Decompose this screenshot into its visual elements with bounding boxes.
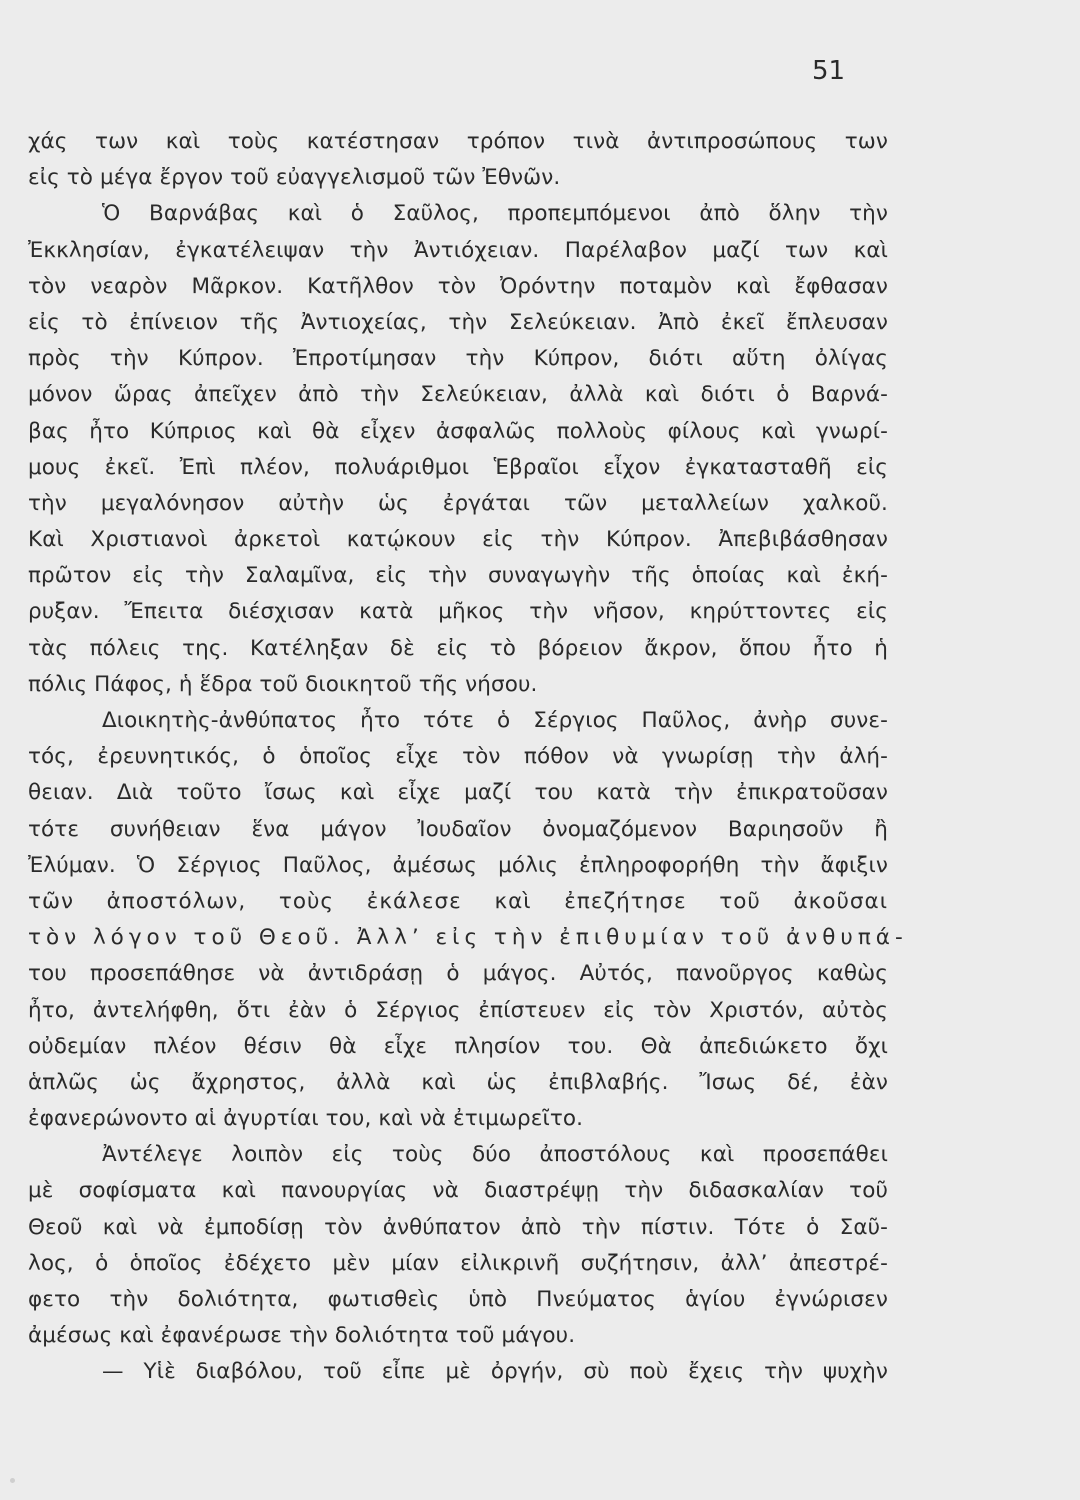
text-line: πόλις Πάφος, ἡ ἕδρα τοῦ διοικητοῦ τῆς νήσου. xyxy=(28,671,538,697)
text-line: τῶν ἀποστόλων, τοὺς ἐκάλεσε καὶ ἐπεζήτησε τοῦ ἀκοῦσαι xyxy=(28,888,888,914)
text-line: Ὁ Βαρνάβας καὶ ὁ Σαῦλος, προπεμπόμενοι ἀπὸ ὅλην τὴν xyxy=(102,201,888,227)
text-line: ρυξαν. Ἔπειτα διέσχισαν κατὰ μῆκος τὴν νῆσον, κηρύττοντες εἰς xyxy=(28,599,888,625)
text-line: εἰς τὸ μέγα ἔργον τοῦ εὐαγγελισμοῦ τῶν Ἐθνῶν. xyxy=(28,165,561,191)
text-line: τὸν νεαρὸν Μᾶρκον. Κατῆλθον τὸν Ὀρόντην ποταμὸν καὶ ἔφθασαν xyxy=(28,273,888,299)
text-line: πρῶτον εἰς τὴν Σαλαμῖνα, εἰς τὴν συναγωγὴν τῆς ὁποίας καὶ ἐκή- xyxy=(28,563,888,589)
text-line: του προσεπάθησε νὰ ἀντιδράσῃ ὁ μάγος. Αὐτός, πανοῦργος καθὼς xyxy=(28,961,888,987)
text-line: ἐφανερώνοντο αἱ ἀγυρτίαι του, καὶ νὰ ἐτιμωρεῖτο. xyxy=(28,1106,584,1132)
text-line: Θεοῦ καὶ νὰ ἐμποδίσῃ τὸν ἀνθύπατον ἀπὸ τὴν πίστιν. Τότε ὁ Σαῦ- xyxy=(28,1214,888,1240)
text-line: τός, ἐρευνητικός, ὁ ὁποῖος εἶχε τὸν πόθον νὰ γνωρίσῃ τὴν ἀλή- xyxy=(28,744,888,770)
text-line: χάς των καὶ τοὺς κατέστησαν τρόπον τινὰ ἀντιπροσώπους των xyxy=(28,129,888,154)
body-text xyxy=(28,124,908,1391)
scan-speck xyxy=(10,1478,15,1483)
text-line: Ἐκκλησίαν, ἐγκατέλειψαν τὴν Ἀντιόχειαν. Παρέλαβον μαζί των καὶ xyxy=(28,237,888,263)
text-line: τὰς πόλεις της. Κατέληξαν δὲ εἰς τὸ βόρειον ἄκρον, ὅπου ἦτο ἡ xyxy=(28,635,888,661)
text-line: Ἀντέλεγε λοιπὸν εἰς τοὺς δύο ἀποστόλους καὶ προσεπάθει xyxy=(102,1142,888,1168)
text-line: βας ἦτο Κύπριος καὶ θὰ εἶχεν ἀσφαλῶς πολλοὺς φίλους καὶ γνωρί- xyxy=(28,418,888,444)
text-line: Καὶ Χριστιανοὶ ἀρκετοὶ κατῴκουν εἰς τὴν Κύπρον. Ἀπεβιβάσθησαν xyxy=(28,527,888,553)
text-line: μὲ σοφίσματα καὶ πανουργίας νὰ διαστρέψῃ τὴν διδασκαλίαν τοῦ xyxy=(28,1178,888,1204)
text-line: εἰς τὸ ἐπίνειον τῆς Ἀντιοχείας, τὴν Σελεύκειαν. Ἀπὸ ἐκεῖ ἔπλευσαν xyxy=(28,309,888,335)
text-line: Ἐλύμαν. Ὁ Σέργιος Παῦλος, ἀμέσως μόλις ἐπληροφορήθη τὴν ἄφιξιν xyxy=(28,852,888,878)
text-line: τότε συνήθειαν ἕνα μάγον Ἰουδαῖον ὀνομαζόμενον Βαριησοῦν ἢ xyxy=(28,816,888,842)
text-line: πρὸς τὴν Κύπρον. Ἐπροτίμησαν τὴν Κύπρον, διότι αὕτη ὀλίγας xyxy=(28,346,888,372)
text-line: τὴν μεγαλόνησον αὐτὴν ὡς ἐργάται τῶν μεταλλείων χαλκοῦ. xyxy=(28,490,888,516)
text-line: ἀμέσως καὶ ἐφανέρωσε τὴν δολιότητα τοῦ μάγου. xyxy=(28,1323,576,1349)
text-line: θειαν. Διὰ τοῦτο ἴσως καὶ εἶχε μαζί του κατὰ τὴν ἐπικρατοῦσαν xyxy=(28,780,888,806)
text-line: οὐδεμίαν πλέον θέσιν θὰ εἶχε πλησίον του. Θὰ ἀπεδιώκετο ὄχι xyxy=(28,1033,888,1059)
text-line: ἦτο, ἀντελήφθη, ὅτι ἐὰν ὁ Σέργιος ἐπίστευεν εἰς τὸν Χριστόν, αὐτὸς xyxy=(28,997,888,1023)
text-line: τὸν λόγον τοῦ Θεοῦ. Ἀλλ’ εἰς τὴν ἐπιθυμίαν τοῦ ἀνθυπά- xyxy=(28,925,908,951)
text-line: μους ἐκεῖ. Ἐπὶ πλέον, πολυάριθμοι Ἑβραῖοι εἶχον ἐγκατασταθῆ εἰς xyxy=(28,454,888,480)
page-number: 51 xyxy=(812,56,846,86)
text-line: Διοικητὴς-ἀνθύπατος ἦτο τότε ὁ Σέργιος Παῦλος, ἀνὴρ συνε- xyxy=(102,708,888,733)
text-line: μόνον ὥρας ἀπεῖχεν ἀπὸ τὴν Σελεύκειαν, ἀλλὰ καὶ διότι ὁ Βαρνά- xyxy=(28,382,888,408)
text-line: φετο τὴν δολιότητα, φωτισθεὶς ὑπὸ Πνεύματος ἁγίου ἐγνώρισεν xyxy=(28,1287,888,1312)
text-line: ἁπλῶς ὡς ἄχρηστος, ἀλλὰ καὶ ὡς ἐπιβλαβής. Ἴσως δέ, ἐὰν xyxy=(28,1069,888,1095)
text-line: λος, ὁ ὁποῖος ἐδέχετο μὲν μίαν εἰλικρινῆ συζήτησιν, ἀλλ’ ἀπεστρέ- xyxy=(28,1250,888,1276)
text-line: — Υἱὲ διαβόλου, τοῦ εἶπε μὲ ὀργήν, σὺ ποὺ ἔχεις τὴν ψυχὴν xyxy=(102,1359,888,1385)
